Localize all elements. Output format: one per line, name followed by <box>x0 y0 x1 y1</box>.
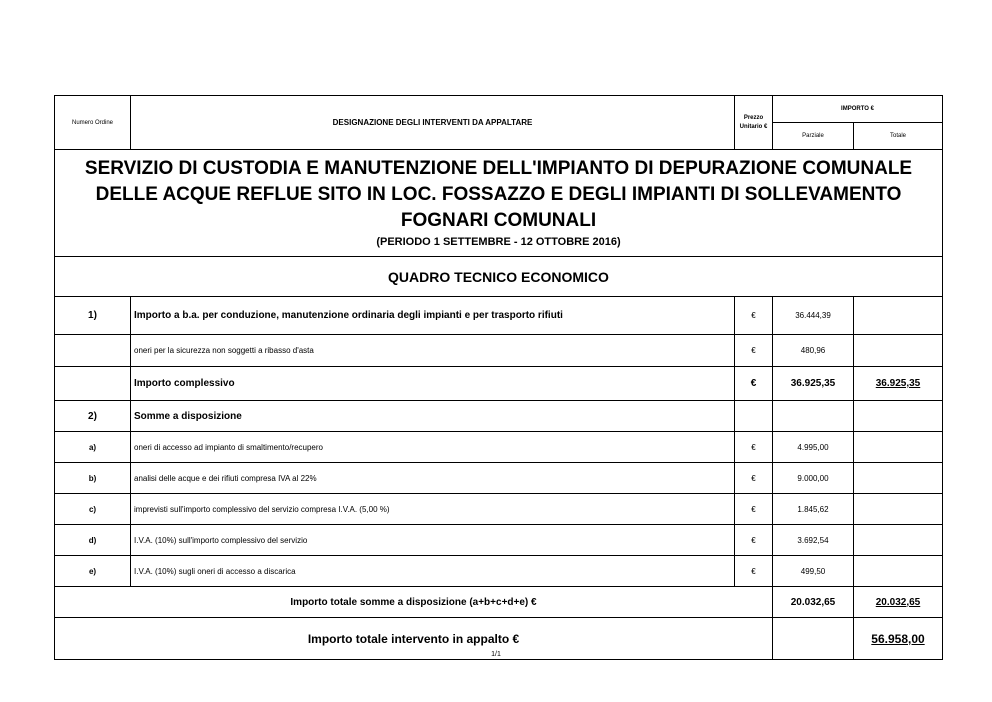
row-totale <box>854 297 943 335</box>
row-totale: 36.925,35 <box>854 367 943 401</box>
row-description: I.V.A. (10%) sull'importo complessivo del servizio <box>131 525 735 556</box>
row-totale <box>854 525 943 556</box>
grand-total-totale: 56.958,00 <box>854 618 943 660</box>
header-importo: IMPORTO € <box>773 96 943 123</box>
row-parziale: 499,50 <box>773 556 854 587</box>
row-currency: € <box>735 335 773 367</box>
qte-sheet <box>54 95 942 660</box>
table-row <box>55 432 943 463</box>
row-number: a) <box>55 432 131 463</box>
grand-total-label: Importo totale intervento in appalto € <box>55 618 773 660</box>
row-number: 2) <box>55 401 131 432</box>
table-row <box>55 463 943 494</box>
row-parziale: 3.692,54 <box>773 525 854 556</box>
somme-total-parziale: 20.032,65 <box>773 587 854 618</box>
qte-table <box>54 95 943 660</box>
row-parziale: 9.000,00 <box>773 463 854 494</box>
row-totale <box>854 335 943 367</box>
row-parziale: 1.845,62 <box>773 494 854 525</box>
table-row <box>55 587 943 618</box>
row-description: oneri di accesso ad impianto di smaltimento/recupero <box>131 432 735 463</box>
row-description: analisi delle acque e dei rifiuti compresa IVA al 22% <box>131 463 735 494</box>
row-parziale: 480,96 <box>773 335 854 367</box>
row-currency: € <box>735 432 773 463</box>
row-currency: € <box>735 556 773 587</box>
period-subtitle: (PERIODO 1 SETTEMBRE - 12 OTTOBRE 2016) <box>376 236 621 248</box>
row-description: Importo a b.a. per conduzione, manutenzione ordinaria degli impianti e per trasporto rifiuti <box>131 297 735 335</box>
row-parziale <box>773 401 854 432</box>
row-description: Importo complessivo <box>131 367 735 401</box>
header-designazione: DESIGNAZIONE DEGLI INTERVENTI DA APPALTARE <box>131 96 735 150</box>
table-row <box>55 401 943 432</box>
row-totale <box>854 556 943 587</box>
header-numero-ordine: Numero Ordine <box>55 96 131 150</box>
row-parziale: 4.995,00 <box>773 432 854 463</box>
table-row <box>55 367 943 401</box>
table-row <box>55 525 943 556</box>
row-number: b) <box>55 463 131 494</box>
row-totale <box>854 432 943 463</box>
row-number: 1) <box>55 297 131 335</box>
title-block <box>55 150 943 257</box>
row-description: imprevisti sull'importo complessivo del servizio compresa I.V.A. (5,00 %) <box>131 494 735 525</box>
page-number: 1/1 <box>491 651 501 658</box>
row-parziale: 36.925,35 <box>773 367 854 401</box>
table-row <box>55 494 943 525</box>
row-number: e) <box>55 556 131 587</box>
row-totale <box>854 401 943 432</box>
row-currency: € <box>735 525 773 556</box>
table-row <box>55 556 943 587</box>
header-prezzo-unitario: Prezzo Unitario € <box>735 96 773 150</box>
table-row <box>55 335 943 367</box>
section-title: QUADRO TECNICO ECONOMICO <box>55 257 943 297</box>
somme-total-label: Importo totale somme a disposizione (a+b+c+d+e) € <box>55 587 773 618</box>
row-currency: € <box>735 494 773 525</box>
row-totale <box>854 463 943 494</box>
somme-total-totale: 20.032,65 <box>854 587 943 618</box>
row-description: Somme a disposizione <box>131 401 735 432</box>
row-number <box>55 367 131 401</box>
row-number: d) <box>55 525 131 556</box>
header-totale: Totale <box>854 123 943 150</box>
row-number <box>55 335 131 367</box>
row-currency: € <box>735 463 773 494</box>
row-parziale: 36.444,39 <box>773 297 854 335</box>
header-parziale: Parziale <box>773 123 854 150</box>
row-currency: € <box>735 367 773 401</box>
row-description: oneri per la sicurezza non soggetti a ribasso d'asta <box>131 335 735 367</box>
main-title: SERVIZIO DI CUSTODIA E MANUTENZIONE DELL'IMPIANTO DI DEPURAZIONE COMUNALE DELLE ACQUE REFLUE SITO IN LOC. FOSSAZZO E DEGLI IMPIANTI DI SOLLEVAMENTO FOGNARI COMUNALI <box>84 158 913 231</box>
row-number: c) <box>55 494 131 525</box>
row-currency: € <box>735 297 773 335</box>
row-currency <box>735 401 773 432</box>
table-row <box>55 297 943 335</box>
row-description: I.V.A. (10%) sugli oneri di accesso a discarica <box>131 556 735 587</box>
row-totale <box>854 494 943 525</box>
